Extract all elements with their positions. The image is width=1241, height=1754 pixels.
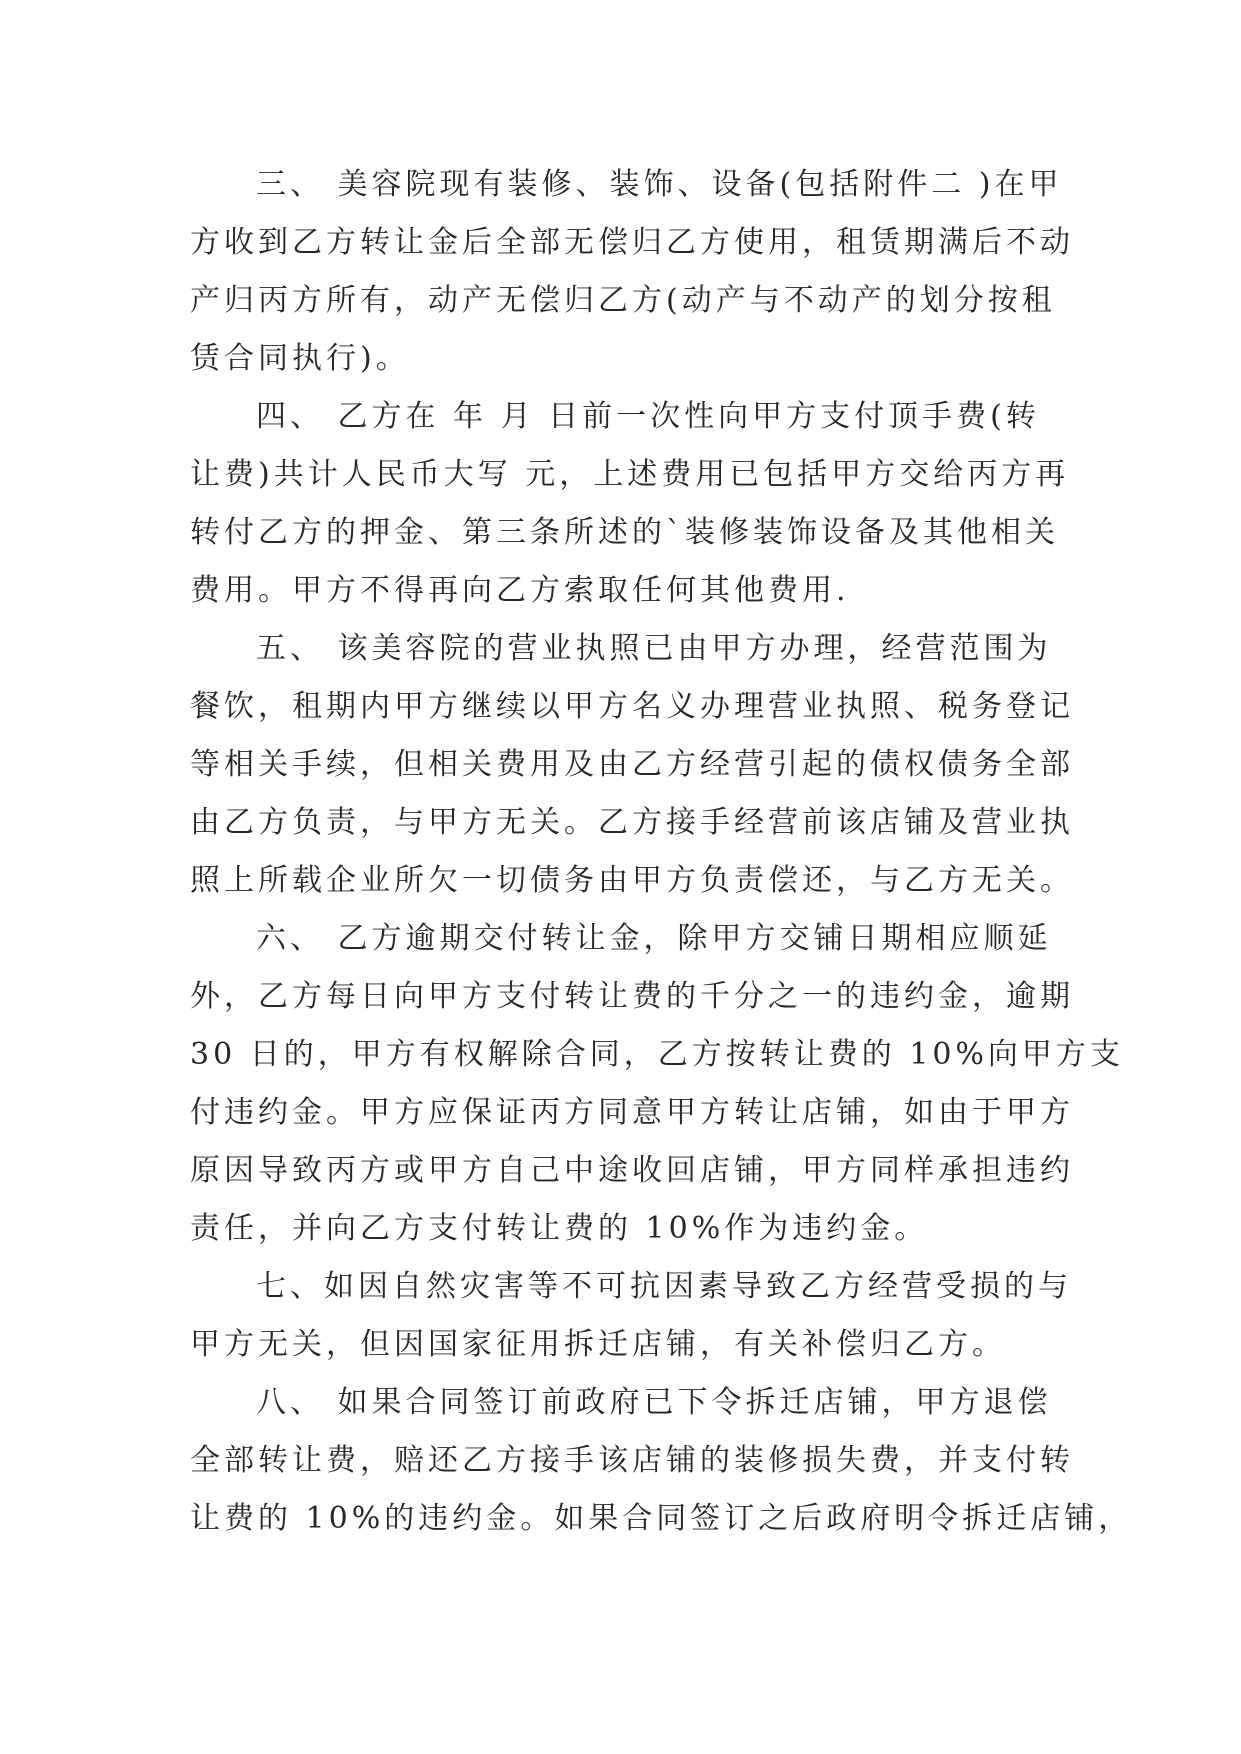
clause-4-line-1: 四、 乙方在 年 月 日前一次性向甲方支付顶手费(转 [256, 399, 1040, 434]
clause-5 [190, 620, 1074, 910]
clause-6-line-3: 30 日的，甲方有权解除合同，乙方按转让费的 10%向甲方支 [190, 1037, 1124, 1072]
clause-3-line-1: 三、 美容院现有装修、装饰、设备(包括附件二 )在甲 [256, 167, 1063, 202]
clause-7-line-1: 七、如因自然灾害等不可抗因素导致乙方经营受损的与 [256, 1269, 1072, 1304]
clause-6-line-5: 原因导致丙方或甲方自己中途收回店铺，甲方同样承担违约 [190, 1153, 1074, 1188]
clause-3 [190, 156, 1074, 388]
clause-6-line-2: 外，乙方每日向甲方支付转让费的千分之一的违约金，逾期 [190, 979, 1074, 1014]
clause-3-line-2: 方收到乙方转让金后全部无偿归乙方使用，租赁期满后不动 [190, 225, 1074, 260]
clause-8-line-2: 全部转让费，赔还乙方接手该店铺的装修损失费，并支付转 [190, 1443, 1074, 1478]
clause-4-line-4: 费用。甲方不得再向乙方索取任何其他费用. [190, 573, 850, 608]
clause-8-line-3: 让费的 10%的违约金。如果合同签订之后政府明令拆迁店铺， [190, 1501, 1133, 1536]
clause-5-line-4: 由乙方负责，与甲方无关。乙方接手经营前该店铺及营业执 [190, 805, 1074, 840]
clause-5-line-2: 餐饮，租期内甲方继续以甲方名义办理营业执照、税务登记 [190, 689, 1074, 724]
clause-5-line-1: 五、 该美容院的营业执照已由甲方办理，经营范围为 [256, 631, 1052, 666]
clause-5-line-3: 等相关手续，但相关费用及由乙方经营引起的债权债务全部 [190, 747, 1074, 782]
document-body [190, 156, 1133, 1548]
clause-7 [190, 1258, 1072, 1374]
clause-3-line-4: 赁合同执行)。 [190, 341, 410, 376]
clause-6-line-6: 责任，并向乙方支付转让费的 10%作为违约金。 [190, 1211, 929, 1246]
clause-7-line-2: 甲方无关，但因国家征用拆迁店铺，有关补偿归乙方。 [190, 1327, 1006, 1362]
clause-3-line-3: 产归丙方所有，动产无偿归乙方(动产与不动产的划分按租 [190, 283, 1056, 318]
clause-5-line-5: 照上所载企业所欠一切债务由甲方负责偿还，与乙方无关。 [190, 863, 1074, 898]
clause-6 [190, 910, 1124, 1258]
clause-6-line-1: 六、 乙方逾期交付转让金，除甲方交铺日期相应顺延 [256, 921, 1052, 956]
clause-8 [190, 1374, 1133, 1548]
clause-4 [190, 388, 1070, 620]
clause-6-line-4: 付违约金。甲方应保证丙方同意甲方转让店铺，如由于甲方 [190, 1095, 1074, 1130]
clause-4-line-3: 转付乙方的押金、第三条所述的`装修装饰设备及其他相关 [190, 515, 1059, 550]
clause-8-line-1: 八、 如果合同签订前政府已下令拆迁店铺，甲方退偿 [256, 1385, 1052, 1420]
clause-4-line-2: 让费)共计人民币大写 元，上述费用已包括甲方交给丙方再 [190, 457, 1070, 492]
